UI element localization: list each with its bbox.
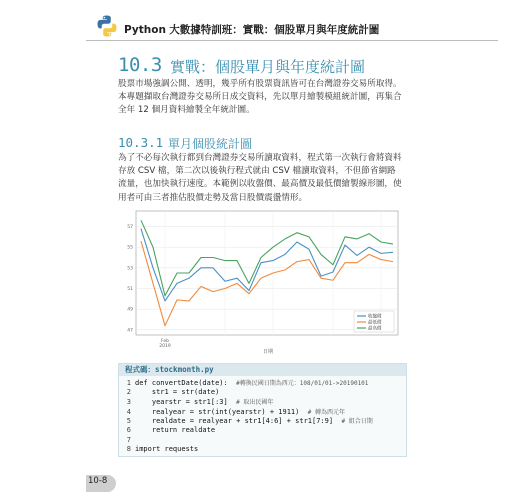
code-text: def convertDate(date): <box>135 379 237 387</box>
code-text: yearstr = str1[:3] <box>135 398 237 407</box>
code-text: realyear = str(int(yearstr) + 1911) <box>135 407 308 416</box>
line-number: 1 <box>126 379 131 387</box>
code-listing <box>118 363 407 457</box>
subsection-body: 為了不必每次執行都到台灣證券交易所讀取資料，程式第一次執行會將資料存放 CSV 檔，第二次以後執行程式就由 CSV 檔讀取資料，不但節省網路流量，也加快執行速度。本範例以收盤價、最高價及最低價繪製線形圖，使用者可由三者推估股價走勢及當日股價震盪情形。 <box>118 153 402 203</box>
header-title: 大數據特訓班：實戰：個股單月與年度統計圖 <box>169 24 380 36</box>
code-line <box>119 378 368 387</box>
stock-line-chart <box>118 203 406 355</box>
python-logo-icon <box>95 14 119 38</box>
legend-entry: 最高價 <box>368 326 382 332</box>
y-tick-label: 57 <box>127 225 133 230</box>
code-line <box>119 388 219 396</box>
section-intro: 股票市場強調公開、透明，幾乎所有股票資訊皆可在台灣證券交易所取得。本專題擷取台灣證券交易所日成交資料，先以單月繪製模組統計圖，再集合全年 12 個月資料繪製全年統計圖。 <box>118 79 402 116</box>
code-text: import requests <box>135 445 199 454</box>
section-title: 實戰：個股單月與年度統計圖 <box>170 58 366 76</box>
line-number: 4 <box>126 407 131 416</box>
code-comment: # 組合日期 <box>341 418 373 426</box>
line-number: 7 <box>126 435 131 444</box>
code-comment: #轉換民國日期為西元：108/01/01->20190101 <box>236 380 369 387</box>
line-number: 8 <box>126 445 131 454</box>
subsection-title: 單月個股統計圖 <box>168 137 253 151</box>
subsection-number: 10.3.1 <box>118 135 164 150</box>
legend-entry: 最低價 <box>368 320 382 326</box>
x-axis-label: 日期 <box>262 349 274 355</box>
header-brand: Python <box>124 24 166 36</box>
line-number: 3 <box>126 398 131 407</box>
y-tick-label: 51 <box>127 287 133 292</box>
code-line <box>119 416 373 425</box>
header-rule <box>86 40 498 41</box>
section-number: 10.3 <box>118 54 162 76</box>
y-tick-label: 49 <box>127 307 133 313</box>
line-number: 2 <box>126 387 131 396</box>
y-tick-label: 47 <box>127 328 133 334</box>
code-comment: # 取出民國年 <box>236 399 274 407</box>
line-number: 6 <box>126 426 131 434</box>
code-text: str1 = str(date) <box>135 387 220 396</box>
code-line <box>119 407 345 416</box>
y-tick-label: 55 <box>127 245 133 251</box>
page-number: 10-8 <box>88 476 108 486</box>
x-tick-label: Feb <box>161 339 169 344</box>
code-comment: # 轉為西元年 <box>307 408 346 416</box>
line-number: 5 <box>126 417 131 426</box>
code-line <box>119 426 215 434</box>
code-line <box>119 436 135 444</box>
code-text: return realdate <box>135 426 216 434</box>
y-tick-label: 53 <box>127 266 133 272</box>
code-text: realdate = realyear + str1[4:6] + str1[7:9] <box>135 417 342 426</box>
x-tick-label: 2019 <box>159 344 171 349</box>
running-header <box>124 22 379 37</box>
code-filename: 程式碼：stockmonth.py <box>119 364 406 376</box>
code-line <box>119 397 273 406</box>
code-line <box>119 445 198 453</box>
legend-entry: 收盤價 <box>368 314 382 320</box>
